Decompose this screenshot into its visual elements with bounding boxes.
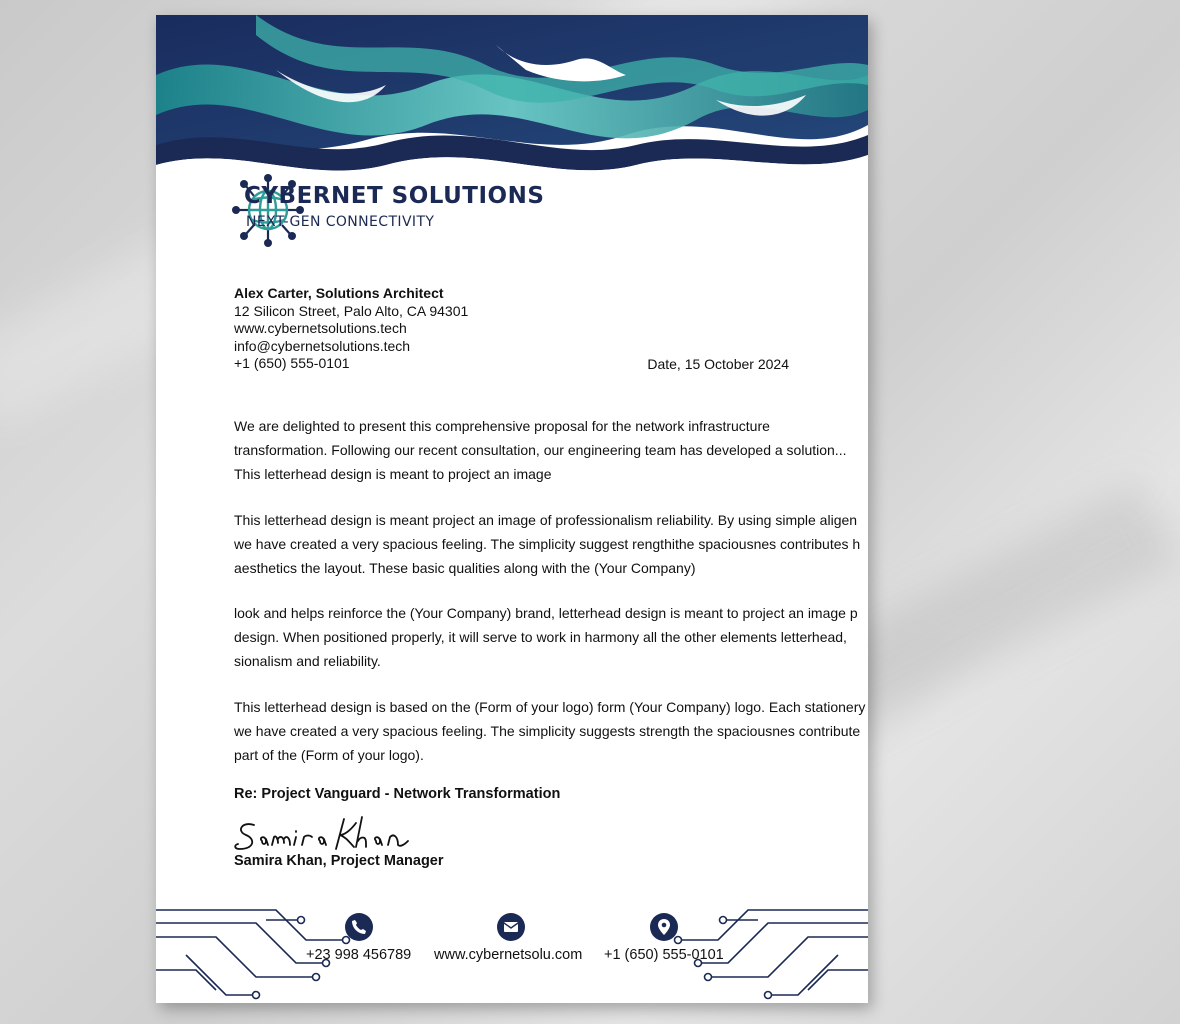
body-line: We are delighted to present this comprehensive proposal for the network infrastructure <box>234 418 770 434</box>
location-pin-icon <box>650 913 678 941</box>
body-paragraph <box>234 414 847 486</box>
subject-line: Re: Project Vanguard - Network Transformation <box>234 786 561 802</box>
header-wave-banner <box>156 15 868 175</box>
phone-icon <box>345 913 373 941</box>
sender-address: 12 Silicon Street, Palo Alto, CA 94301 <box>234 302 469 319</box>
company-tagline: NEXT-GEN CONNECTIVITY <box>246 214 435 230</box>
sender-email: info@cybernetsolutions.tech <box>234 337 411 354</box>
body-paragraph <box>234 695 866 767</box>
footer-website: www.cybernetsolu.com <box>434 947 583 963</box>
body-paragraph <box>234 508 861 580</box>
handwritten-signature <box>232 811 432 859</box>
body-line: look and helps reinforce the (Your Company) brand, letterhead design is meant to project an image p <box>234 605 858 621</box>
body-line: design. When positioned properly, it will serve to work in harmony all the other elements letterhead, <box>234 629 847 645</box>
sender-phone: +1 (650) 555-0101 <box>234 355 350 371</box>
body-line: we have created a very spacious feeling. The simplicity suggest rengthithe spaciousnes contributes h <box>234 536 861 552</box>
letter-date: Date, 15 October 2024 <box>647 356 789 372</box>
globe-network-logo-icon <box>232 170 304 250</box>
body-line: This letterhead design is meant project an image of professionalism reliability. By using simple aligen <box>234 512 858 528</box>
sender-name: Alex Carter, Solutions Architect <box>234 285 444 301</box>
body-line: we have created a very spacious feeling. The simplicity suggests strength the spaciousnes contribute <box>234 723 861 739</box>
signer-name: Samira Khan, Project Manager <box>234 853 444 869</box>
mail-icon <box>497 913 525 941</box>
footer-phone: +23 998 456789 <box>306 947 412 963</box>
body-paragraph <box>234 601 858 673</box>
body-line: This letterhead design is based on the (Form of your logo) form (Your Company) logo. Each stationery <box>234 699 866 715</box>
letterhead-page <box>156 15 868 1003</box>
body-line: transformation. Following our recent consultation, our engineering team has developed a solution... <box>234 442 847 458</box>
body-line: This letterhead design is meant to project an image <box>234 466 552 482</box>
sender-website: www.cybernetsolutions.tech <box>234 320 407 336</box>
footer-phone-secondary: +1 (650) 555-0101 <box>604 947 724 963</box>
body-line: aesthetics the layout. These basic qualities along with the (Your Company) <box>234 560 696 576</box>
body-line: part of the (Form of your logo). <box>234 747 424 763</box>
company-name: CYBERNET SOLUTIONS <box>244 183 545 209</box>
body-line: sionalism and reliability. <box>234 653 381 669</box>
sender-block <box>234 285 468 373</box>
